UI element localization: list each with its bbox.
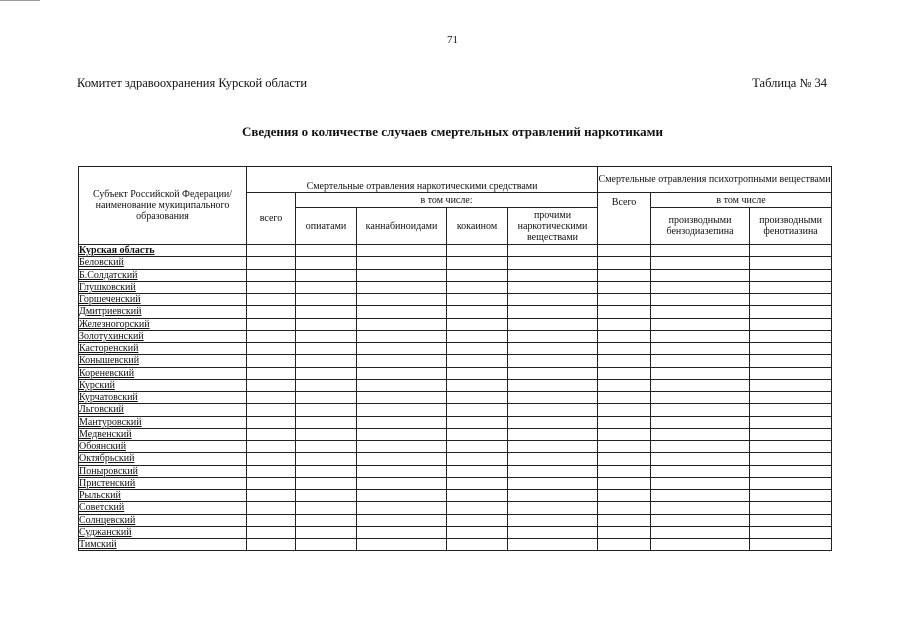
table-cell	[296, 526, 357, 538]
table-cell	[357, 441, 447, 453]
scan-artifact-line	[0, 0, 40, 1]
table-cell	[508, 294, 598, 306]
header-psychotropic-group: Смертельные отравления психотропными веществами	[598, 167, 832, 193]
table-cell	[447, 306, 508, 318]
table-cell	[508, 539, 598, 551]
table-cell	[447, 416, 508, 428]
header-benzodiazepine: производными бензодиазепина	[651, 208, 750, 245]
table-cell	[651, 428, 750, 440]
table-row	[79, 367, 832, 379]
table-cell	[247, 416, 296, 428]
table-cell	[296, 306, 357, 318]
row-label: Курская область	[79, 245, 247, 257]
table-cell	[750, 428, 832, 440]
row-label: Дмитриевский	[79, 306, 247, 318]
table-cell	[447, 343, 508, 355]
table-cell	[296, 281, 357, 293]
row-label: Беловский	[79, 257, 247, 269]
table-cell	[651, 502, 750, 514]
table-cell	[750, 367, 832, 379]
table-cell	[598, 392, 651, 404]
table-row	[79, 526, 832, 538]
table-row	[79, 539, 832, 551]
table-cell	[447, 379, 508, 391]
table-row	[79, 441, 832, 453]
table-cell	[750, 330, 832, 342]
table-cell	[296, 355, 357, 367]
table-cell	[296, 453, 357, 465]
table-cell	[357, 539, 447, 551]
table-cell	[598, 343, 651, 355]
table-cell	[750, 318, 832, 330]
table-cell	[750, 477, 832, 489]
header-narcotic-group: Смертельные отравления наркотическими средствами	[247, 167, 598, 193]
table-cell	[508, 477, 598, 489]
organization-name: Комитет здравоохранения Курской области	[77, 76, 308, 90]
table-cell	[447, 281, 508, 293]
table-cell	[447, 477, 508, 489]
table-cell	[247, 330, 296, 342]
table-cell	[357, 343, 447, 355]
table-cell	[247, 539, 296, 551]
table-cell	[296, 514, 357, 526]
table-cell	[447, 330, 508, 342]
table-cell	[357, 257, 447, 269]
row-label: Советский	[79, 502, 247, 514]
table-cell	[296, 502, 357, 514]
table-row	[79, 330, 832, 342]
table-cell	[598, 514, 651, 526]
table-cell	[508, 514, 598, 526]
table-cell	[651, 306, 750, 318]
table-row	[79, 269, 832, 281]
table-cell	[247, 490, 296, 502]
table-cell	[651, 477, 750, 489]
row-label: Льговский	[79, 404, 247, 416]
table-row	[79, 465, 832, 477]
table-cell	[651, 514, 750, 526]
row-label: Курский	[79, 379, 247, 391]
row-label: Рыльский	[79, 490, 247, 502]
table-cell	[296, 343, 357, 355]
page-number: 71	[447, 34, 458, 46]
table-cell	[247, 306, 296, 318]
table-cell	[247, 428, 296, 440]
table-cell	[598, 330, 651, 342]
table-cell	[447, 526, 508, 538]
table-cell	[508, 502, 598, 514]
table-cell	[750, 306, 832, 318]
table-cell	[598, 465, 651, 477]
table-cell	[750, 502, 832, 514]
row-label: Суджанский	[79, 526, 247, 538]
table-row	[79, 477, 832, 489]
table-cell	[296, 490, 357, 502]
table-cell	[598, 526, 651, 538]
table-cell	[357, 306, 447, 318]
row-label: Конышевский	[79, 355, 247, 367]
row-label: Железногорский	[79, 318, 247, 330]
table-cell	[750, 526, 832, 538]
row-label: Касторенский	[79, 343, 247, 355]
table-cell	[508, 379, 598, 391]
table-cell	[508, 526, 598, 538]
table-cell	[750, 404, 832, 416]
table-cell	[750, 269, 832, 281]
table-cell	[247, 257, 296, 269]
table-cell	[651, 526, 750, 538]
table-cell	[357, 269, 447, 281]
table-cell	[508, 269, 598, 281]
header-including-narcotic: в том числе:	[296, 193, 598, 208]
table-cell	[598, 490, 651, 502]
table-cell	[447, 428, 508, 440]
table-cell	[447, 355, 508, 367]
table-cell	[296, 245, 357, 257]
table-cell	[296, 294, 357, 306]
table-cell	[296, 441, 357, 453]
table-cell	[598, 416, 651, 428]
table-cell	[651, 404, 750, 416]
table-cell	[447, 392, 508, 404]
table-cell	[247, 404, 296, 416]
table-cell	[508, 318, 598, 330]
table-cell	[750, 392, 832, 404]
table-cell	[651, 367, 750, 379]
table-cell	[357, 465, 447, 477]
table-cell	[447, 441, 508, 453]
table-cell	[247, 245, 296, 257]
table-cell	[750, 416, 832, 428]
table-cell	[750, 490, 832, 502]
table-cell	[651, 416, 750, 428]
table-row	[79, 294, 832, 306]
table-cell	[750, 257, 832, 269]
table-cell	[598, 379, 651, 391]
row-label: Тимский	[79, 539, 247, 551]
header-including-psychotropic: в том числе	[651, 193, 832, 208]
table-cell	[357, 330, 447, 342]
table-cell	[447, 367, 508, 379]
table-cell	[508, 281, 598, 293]
table-cell	[750, 441, 832, 453]
row-label: Октябрьский	[79, 453, 247, 465]
table-cell	[508, 392, 598, 404]
table-cell	[357, 514, 447, 526]
header-total-psychotropic: Всего	[598, 193, 651, 245]
table-cell	[296, 379, 357, 391]
table-cell	[296, 428, 357, 440]
table-cell	[296, 330, 357, 342]
table-cell	[508, 453, 598, 465]
row-label: Кореневский	[79, 367, 247, 379]
document-title: Сведения о количестве случаев смертельных отравлений наркотиками	[242, 124, 663, 139]
table-cell	[651, 281, 750, 293]
table-cell	[598, 318, 651, 330]
table-cell	[598, 441, 651, 453]
table-cell	[508, 257, 598, 269]
table-cell	[598, 404, 651, 416]
table-cell	[651, 330, 750, 342]
table-cell	[651, 453, 750, 465]
table-cell	[750, 379, 832, 391]
table-cell	[598, 281, 651, 293]
table-cell	[296, 367, 357, 379]
table-cell	[447, 269, 508, 281]
table-cell	[598, 502, 651, 514]
table-cell	[247, 502, 296, 514]
table-cell	[750, 294, 832, 306]
table-number: Таблица № 34	[752, 76, 827, 90]
table-cell	[247, 294, 296, 306]
table-cell	[447, 502, 508, 514]
table-cell	[357, 502, 447, 514]
table-cell	[247, 379, 296, 391]
table-cell	[296, 416, 357, 428]
table-cell	[447, 294, 508, 306]
table-cell	[357, 294, 447, 306]
table-cell	[357, 477, 447, 489]
table-cell	[247, 453, 296, 465]
table-cell	[508, 367, 598, 379]
table-cell	[296, 465, 357, 477]
table-cell	[296, 269, 357, 281]
row-label: Глушковский	[79, 281, 247, 293]
table-cell	[247, 269, 296, 281]
data-table	[78, 166, 832, 551]
table-cell	[247, 477, 296, 489]
table-cell	[598, 428, 651, 440]
table-cell	[357, 318, 447, 330]
row-label: Пристенский	[79, 477, 247, 489]
table-cell	[508, 465, 598, 477]
table-cell	[447, 257, 508, 269]
row-label: Б.Солдатский	[79, 269, 247, 281]
row-label: Мантуровский	[79, 416, 247, 428]
table-cell	[357, 281, 447, 293]
table-cell	[508, 416, 598, 428]
table-cell	[651, 245, 750, 257]
table-cell	[296, 392, 357, 404]
table-cell	[750, 245, 832, 257]
table-row	[79, 318, 832, 330]
row-label: Горшеченский	[79, 294, 247, 306]
table-cell	[247, 281, 296, 293]
table-cell	[651, 294, 750, 306]
table-cell	[357, 245, 447, 257]
table-row	[79, 379, 832, 391]
table-cell	[598, 453, 651, 465]
header-total-narcotic: всего	[247, 193, 296, 245]
table-cell	[508, 330, 598, 342]
table-cell	[357, 526, 447, 538]
table-cell	[651, 343, 750, 355]
table-cell	[598, 306, 651, 318]
table-cell	[651, 441, 750, 453]
header-other-narcotic: прочими наркотическими веществами	[508, 208, 598, 245]
row-label: Солнцевский	[79, 514, 247, 526]
table-cell	[750, 465, 832, 477]
table-cell	[247, 441, 296, 453]
table-row	[79, 392, 832, 404]
table-cell	[598, 539, 651, 551]
table-cell	[598, 245, 651, 257]
table-cell	[508, 490, 598, 502]
table-row	[79, 428, 832, 440]
table-cell	[247, 465, 296, 477]
table-cell	[651, 490, 750, 502]
table-cell	[750, 539, 832, 551]
table-cell	[447, 245, 508, 257]
table-cell	[247, 526, 296, 538]
header-cannabinoids: каннабиноидами	[357, 208, 447, 245]
row-label: Золотухинский	[79, 330, 247, 342]
table-cell	[357, 453, 447, 465]
table-row	[79, 306, 832, 318]
table-cell	[508, 355, 598, 367]
table-cell	[508, 306, 598, 318]
row-label: Поныровский	[79, 465, 247, 477]
row-label: Медвенский	[79, 428, 247, 440]
table-cell	[447, 404, 508, 416]
table-cell	[651, 392, 750, 404]
table-row	[79, 404, 832, 416]
table-cell	[750, 514, 832, 526]
header-phenothiazine: производными фенотиазина	[750, 208, 832, 245]
table-cell	[508, 404, 598, 416]
table-cell	[651, 465, 750, 477]
table-cell	[447, 453, 508, 465]
table-cell	[296, 404, 357, 416]
row-label: Курчатовский	[79, 392, 247, 404]
table-row	[79, 416, 832, 428]
table-row	[79, 245, 832, 257]
table-cell	[598, 477, 651, 489]
table-cell	[447, 539, 508, 551]
table-cell	[357, 367, 447, 379]
table-row	[79, 281, 832, 293]
table-cell	[296, 539, 357, 551]
table-cell	[247, 318, 296, 330]
table-cell	[651, 355, 750, 367]
table-row	[79, 355, 832, 367]
table-cell	[508, 428, 598, 440]
table-cell	[247, 514, 296, 526]
table-cell	[598, 355, 651, 367]
table-row	[79, 490, 832, 502]
table-cell	[296, 257, 357, 269]
table-cell	[247, 355, 296, 367]
table-cell	[598, 294, 651, 306]
table-row	[79, 257, 832, 269]
table-cell	[598, 269, 651, 281]
table-cell	[598, 257, 651, 269]
table-cell	[357, 355, 447, 367]
row-label: Обоянский	[79, 441, 247, 453]
table-row	[79, 453, 832, 465]
table-row	[79, 502, 832, 514]
table-cell	[357, 428, 447, 440]
table-cell	[651, 379, 750, 391]
table-cell	[447, 490, 508, 502]
table-cell	[750, 281, 832, 293]
table-row	[79, 343, 832, 355]
table-cell	[598, 367, 651, 379]
table-cell	[357, 416, 447, 428]
table-cell	[651, 318, 750, 330]
table-cell	[357, 404, 447, 416]
table-cell	[357, 379, 447, 391]
table-cell	[247, 367, 296, 379]
header-subject: Субъект Российской Федерации/ наименование мукиципального образования	[79, 167, 247, 245]
table-cell	[651, 257, 750, 269]
table-cell	[447, 465, 508, 477]
table-cell	[651, 539, 750, 551]
table-cell	[750, 453, 832, 465]
header-opiates: опиатами	[296, 208, 357, 245]
table-cell	[247, 343, 296, 355]
table-cell	[296, 477, 357, 489]
table-cell	[447, 318, 508, 330]
table-cell	[750, 355, 832, 367]
table-cell	[357, 392, 447, 404]
table-cell	[296, 318, 357, 330]
table-cell	[750, 343, 832, 355]
table-cell	[508, 245, 598, 257]
table-row	[79, 514, 832, 526]
table-cell	[357, 490, 447, 502]
table-cell	[447, 514, 508, 526]
table-cell	[651, 269, 750, 281]
table-cell	[508, 343, 598, 355]
header-cocaine: кокаином	[447, 208, 508, 245]
table-cell	[508, 441, 598, 453]
table-cell	[247, 392, 296, 404]
